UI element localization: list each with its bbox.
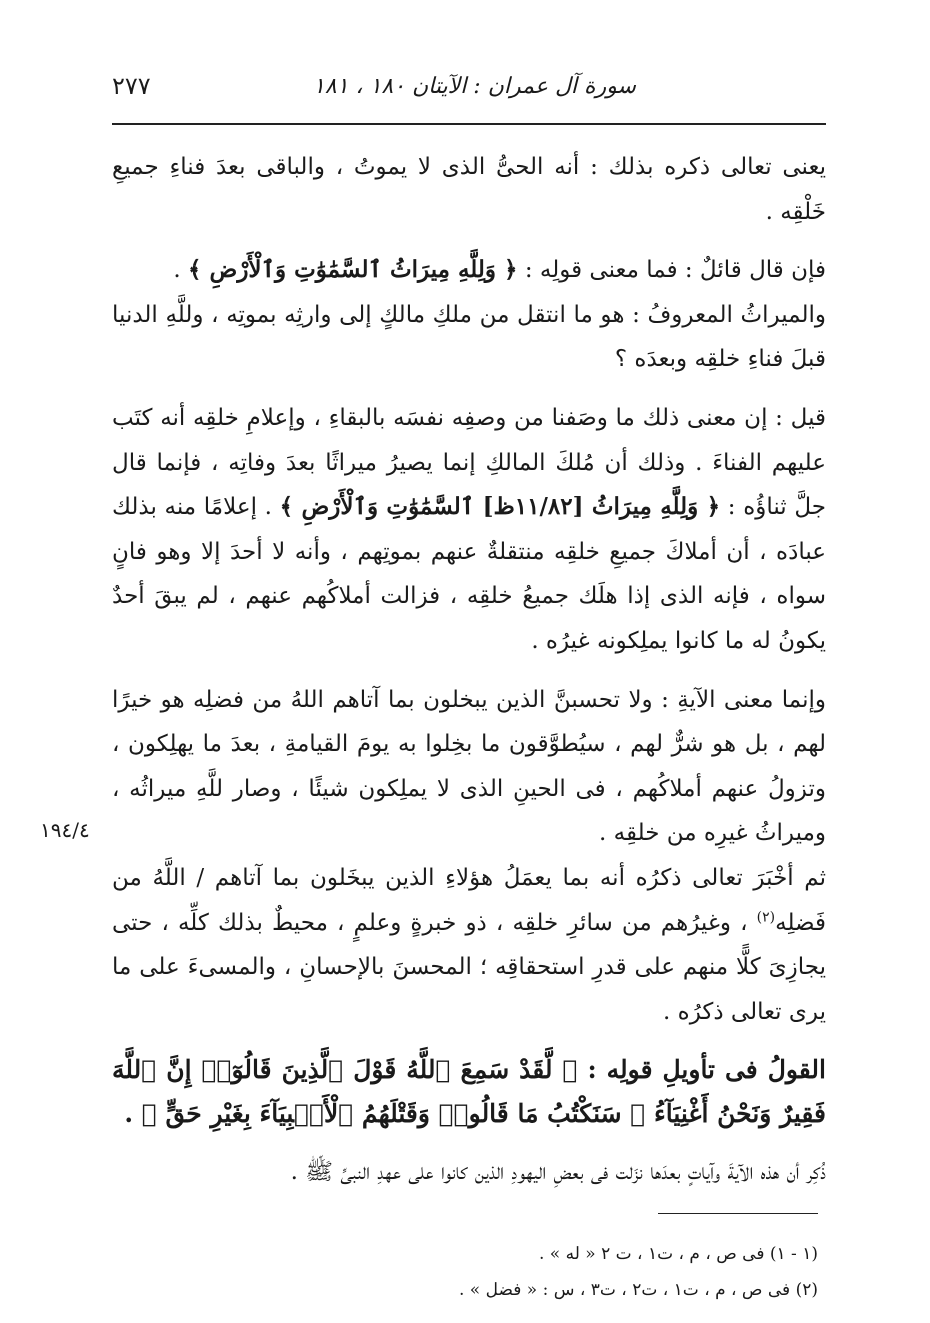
paragraph-text: وإنما معنى الآيةِ : ولا تحسبنَّ الذين يبخلون بما آتاهم اللهُ من فضلِه هو خيرًا لهم ، بل هو شرٌّ لهم ، سيُطوَّقون ما بخِلوا به يومَ القيامةِ ، بعدَ ما يهلِكون ، وتزولُ عنهم أملاكُهم ، فى الحينِ الذى لا يملِكون شيئًا ، وصار للَّهِ ميراثُه ، وميراثُ غيرِه من خلقِه . [112, 686, 826, 847]
page-number: ٢٧٧ [112, 72, 151, 100]
paragraph-text: قيل : إن معنى ذلك ما وصَفنا من وصفِه نفسَه بالبقاءِ ، وإعلامِ خلقِه أنه كتَب عليهم الفناءَ . وذلك أن مُلكَ المالكِ إنما يصيرُ ميراثًا بعدَ وفاتِه ، فإنما قال جلَّ ثناؤُه : [112, 404, 826, 521]
paragraph-3 [112, 293, 826, 382]
footnotes [112, 1236, 818, 1308]
paragraph-text: يعنى تعالى ذكره بذلك : أنه الحىُّ الذى لا يموتُ ، والباقى بعدَ فناءِ جميعِ خَلْقِه . [112, 154, 826, 225]
running-title: سورة آل عمران : الآيتان ١٨٠ ، ١٨١ [313, 74, 636, 99]
main-text [112, 145, 826, 1195]
paragraph-text: ثم أخْبَرَ تعالى ذكرُه أنه بما يعمَلُ هؤلاءِ الذين يبخَلون بما آتاهم / اللَّهُ من فَضلِه [112, 864, 826, 936]
paragraph-6 [112, 856, 826, 1034]
paragraph-2 [112, 248, 826, 293]
paragraph-text: . إعلامًا منه بذلك عبادَه ، أن أملاكَ جميعِ خلقِه منتقلةٌ عنهم بموتِهم ، وأنه لا أحدَ إلا وهو فانٍ سواه ، فإنه الذى إذا هلَك جميعُ خلقِه ، فزالت أملاكُهم عنهم ، لم يبقَ أحدٌ يكونُ له ما كانوا يملِكونه غيرُه . [112, 494, 826, 654]
paragraph-text: ذُكِر أن هذه الآيةَ وآياتٍ بعدَها نزَلت فى بعضِ اليهودِ الذين كانوا على عهدِ النبىِّ ﷺ . [290, 1159, 826, 1186]
section-heading [112, 1048, 826, 1136]
paragraph-text: ، وغيرُهم من سائرِ خلقِه ، ذو خبرةٍ وعلمٍ ، محيطٌ بذلك كلِّه ، حتى يجازِىَ كلًّا منهم على قدرِ استحقاقِه ؛ المحسنَ بالإحسانِ ، والمسىءَ على ما يرى تعالى ذكرُه . [112, 909, 826, 1025]
footnote-1: (١ - ١) فى ص ، م ، ت١ ، ت ٢ « له » . [538, 1244, 818, 1264]
running-header [112, 66, 826, 112]
paragraph-text: . [173, 257, 189, 284]
heading-text: القولُ فى تأويلِ قولِه : [577, 1055, 826, 1085]
quran-quote: ﴿ وَلِلَّهِ مِيرَاثُ ٱلسَّمَٰوَٰتِ وَٱلْأَرْضِ ﴾ [188, 256, 518, 284]
paragraph-text: فإن قال قائلٌ : فما معنى قولِه : [517, 257, 826, 284]
quran-quote: ﴿ لَّقَدْ سَمِعَ ٱللَّهُ قَوْلَ ٱلَّذِينَ قَالُوٓا۟ إِنَّ ٱللَّهَ فَقِيرٌ وَنَحْنُ أَغْنِيَآءُ ۘ سَنَكْتُبُ مَا قَالُوا۟ وَقَتْلَهُمُ ٱلْأَنۢبِيَآءَ بِغَيْرِ حَقٍّ ﴾ [112, 1055, 826, 1129]
footnote-rule [658, 1213, 818, 1214]
heading-text: . [124, 1099, 142, 1129]
paragraph-7 [112, 1150, 826, 1195]
footnote-2: (٢) فى ص ، م ، ت١ ، ت٢ ، ت٣ ، س : « فضل » . [459, 1280, 818, 1300]
paragraph-text: والميراثُ المعروفُ : هو ما انتقل من ملكِ مالكٍ إلى وارثِه بموتِه ، وللَّهِ الدنيا قبلَ فناءِ خلقِه وبعدَه ؟ [112, 301, 826, 373]
paragraph-4 [112, 396, 826, 664]
header-rule [112, 123, 826, 125]
paragraph-1 [112, 145, 826, 234]
margin-reference: ١٩٤/٤ [40, 818, 90, 842]
quran-quote: ﴿ وَلِلَّهِ مِيرَاثُ [١١/٨٢ظ] ٱلسَّمَٰوَٰتِ وَٱلْأَرْضِ ﴾ [279, 493, 721, 521]
paragraph-5 [112, 678, 826, 856]
footnote-marker: (٢) [756, 908, 776, 925]
